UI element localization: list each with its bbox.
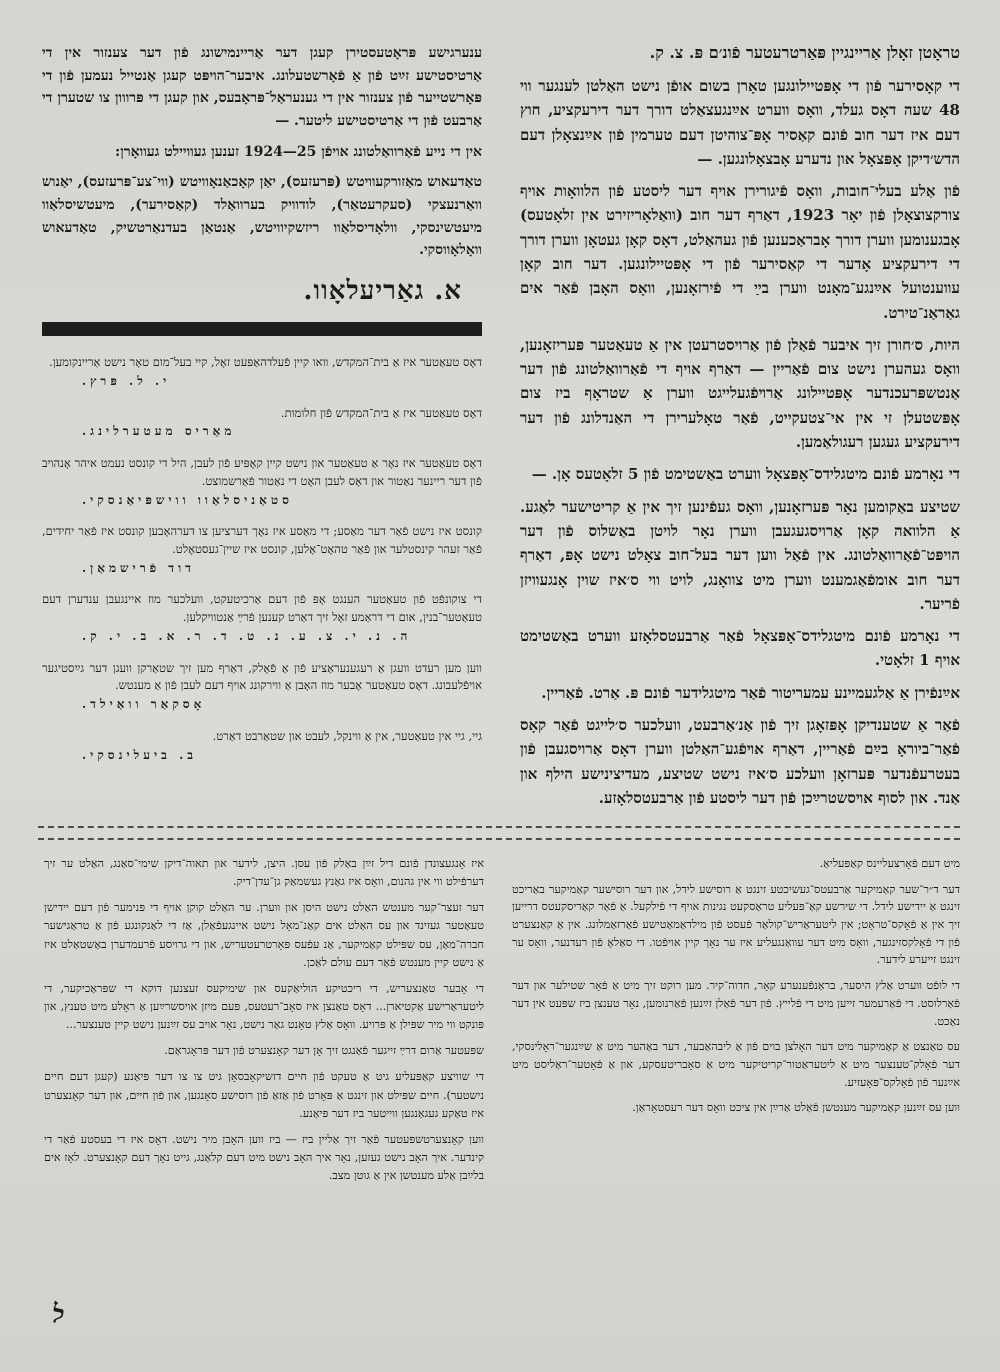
section-divider: [38, 826, 960, 840]
paragraph: אײַנפֿירן אַ אַלגעמיינע עמעריטור פֿאַר מיטגלידער פֿונם פּ. אַרט. פֿאַריין.: [541, 683, 960, 702]
quote-author: סטאַניסלאַוו ווישפּיאַנסקי.: [82, 492, 293, 507]
quote-text: ווען מען רעדט וועגן אַ רעגענעראַציע פֿון אַ פֿאָלק, דאַרף מען זיך שטאַרקן וועגן דער גײַסטיגער אויפֿלעבונג. דאָס טעאַטער אָבער מוז האָבן אַ ווירקונג אויף דעם לעבן פֿון אַ מענטש.: [42, 660, 482, 693]
margin-mark: ל: [49, 1299, 68, 1331]
quote-text: קונסט איז נישט פֿאַר דער מאַסע; די מאַסע איז נאָך דערציען צו דערהאָבען קונסט איז פֿאַר יחידים, פֿאַר זעהר קינסטלער און פֿאַר טהאָט־אָלען, קונסט איז שיין־געסטאָלט.: [42, 524, 482, 556]
paragraph: היות, ס׳חורן זיך איבער פֿאַלן פֿון אַרויסטרעטן אין אַ טעאַטער פּעריזאָנען, וואָס געהערן נישט צום פֿאַריין — דאַרף אויף די פֿאַרוואַלטונג פֿון דער אַנטשפּרעכנדער אָפּטיילונג אַרױפֿגעלייגט ווערן אַ שטראָף ביז צום אָפּשטעלן זי אין אי־צטעקייט, פֿאַר טאָלערירן די האַנדלונג פֿון דער דירעקציע געגען רעגולאַמען.: [520, 335, 960, 452]
paragraph: איז אָנגעצונדן פֿונם דיל זײַן באַלק פֿון עסן. היצן, לידער און תאוה־דיקן שימי־סאַנג, האַלט ער זיך דערפֿילט ווי אין גהנום, וואָס איז גאַנץ געשמאַק גן־עדן־דיק.: [44, 857, 484, 889]
paragraph: די שוויצע קאַפּעליע גיט אַ טעקט פֿון חיים דזשיקאָבסאָן גיט צו צו דער פּיאַנע (קעגן דעם חיים נישטער). חיים שפּילט און זינגט אַ פּאָרט פֿון אַזאַ פֿון רוסישע סאָנגען, און פֿון חיים, און דער קאָנצערט איז טאַקע געגאַנגען ווייטער ביז דער פּיאַנע.: [44, 1070, 484, 1120]
bottom-right-column: [512, 855, 960, 1125]
top-left-column: [42, 42, 482, 778]
paragraph: די קאָסירער פֿון די אָפּטיילונגען טאָרן בשום אופֿן נישט האַלטן לענגער ווי 48 שעה דאָס געלד, וואָס ווערט אײַנגעצאַלט דורך דער דירעקציע, חוץ דעם איז דער חוב פֿונם קאַסיר אָפּ־צוהיטן דעם טערמין פֿון אײַנצאָלן דעם הדש׳דיקן אָפּצאָל און נדערע אָבצאָלונגען. —: [520, 76, 960, 168]
author-signature: א. גאַריעלאָוו.: [303, 276, 462, 307]
quote-author: אָסקאַר וואַילד.: [82, 697, 206, 712]
quote: [42, 354, 482, 390]
paragraph: אין די נייע פֿאַרוואַלטונג אויפֿן 25—1924 זענען געוויילט געוואָרן:: [115, 143, 482, 160]
quote: [42, 523, 482, 577]
paragraph: טאַדעאוש מאַזורקעוויטש (פּרעזעס), יאַן קאָכאַנאָוויטש (ווי־צע־פּרעזעס), יאַנוש וואַרנעצקי (סעקרעטאַר), לודוויק בערוואַלד (קאַסירער), מיעטשיסלאַוו מיעטשינסקי, וולאָדיסלאַוו ריזשקיוויטש, אַנטאַן בעדנאַרטשיק, טאַדעאוש וואָלאָווסקי.: [42, 174, 482, 259]
quote-text: גיי, גיי אין טעאַטער, אין אַ ווינקל, לעבט און שטאַרבט דאַרט.: [212, 728, 482, 743]
top-right-column: [520, 40, 960, 818]
top-right-heading: טראָטן זאָלן אַריינגיין פּאַרטרעטער פֿונ׳ם פּ. צ. ק.: [649, 43, 960, 62]
paragraph: ווען עס זײַנען קאַמיקער מענטשן פֿאַלט אַרײַן אין ציכט וואָס דער רעסטאָראַן.: [632, 1101, 960, 1115]
quote-text: דאָס טעאַטער איז נאָר אַ טעאַטער און נישט קיין קאָפּיע פֿון לעבן, היל די קונסט נעמט איהר אָנהויב פֿון דער ריינער נאַטור און דאָס לעבן האָט די נאַטור פֿאַרשמוצט.: [42, 455, 482, 488]
quote-author: י. ל. פּרץ.: [82, 373, 171, 388]
paragraph: דער ד״ר־שער קאַמיקער אַרבעטס־געשיכטע זינגט אַ רוסישע לידל, און דער רוסישער קאַמיקער באַריכט זינגט אַ יידישע לידל. די שירשע קאַ־פּעליע טראַסקעט נגינות אויף די פֿילקעל. אַ פֿאַר קאַריסקעטס דרייען זיך אין אַ פֿאָקס־טראָט; אין ליטעראַריש־קולאַר פֿעסט פֿון מילדאַמאַטישע פֿאַרזאַמלונג. אין אַ קאַנצערט פֿון די פֿאָלקסזינגער, וואָס מיט דער עוואַנגעליע איז ער נאָך קיין אויפֿטו. די סאַלאָ פֿון רעדנער, וואָס ער זינגט זייערע לידער.: [512, 882, 960, 967]
paragraph: ווען קאָנצערטשפּעטער פֿאַר זיך אַליין ביז — ביז ווען האָבן מיר נישט. דאָס איז די בעסטע פֿאַר די קינדער. איך האָב נישט געזען, נאָר איך האָב נישט מיט דעם קלאַנג, גייט נאָך דעם קאָנצערט. לאָז אים בלײַבן אַלע מענטשן אין אַ גוטן מצב.: [44, 1132, 484, 1183]
quote: [42, 728, 482, 764]
paragraph: שפּעטער אַרום דרײַ זייגער פֿאַנגט זיך אָן דער קאָנצערט פֿון דער פּראָגראַם.: [164, 1044, 484, 1058]
quote-author: ב. ביעלינסקי.: [82, 747, 198, 762]
black-rule: [42, 322, 482, 336]
quote-author: דוד פֿרישמאַן.: [82, 560, 195, 575]
paragraph: פֿון אַלע בעלי־חובות, וואָס פֿיגורירן אויף דער ליסטע פֿון הלוואָות אויף צורקצוצאָלן פֿון יאָר 1923, דאַרף דער חוב (וואַלאָריזירט אין זלאָטעס) אָבגענומען ווערן דורך אָבראַכענען פֿון געהאַלט, דאָס קאָן געטאָן ווערן דורך די דירעקציע אָדער די קאַסירער פֿון די אָפּטיילונגען. דער חוב קאָן עווענטועל אײַנגע־מאָנט ווערן בײַ די פֿירזאָנען, וואָס האָבן פֿאַר אים גאַראַנ־טירט.: [520, 182, 960, 322]
paragraph: די נאָרמע פֿונם מיטגלידס־אָפּצאָל פֿאַר אַרבעטסלאָזע ווערט באַשטימט אויף 1 זלאָטי.: [520, 627, 960, 670]
quote-text: דאָס טעאַטער איז אַ בית־המקדש, וואו קיין פֿעלדהאַפּעט זאָל, קיי בעל־מום טאָר נישט אַריינקומען.: [49, 355, 482, 370]
quote: [42, 660, 482, 714]
quote: [42, 405, 482, 441]
bottom-left-column: [44, 855, 484, 1193]
paragraph: שטיצע באַקומען נאָר פּערזאָנען, וואָס געפֿינען זיך אין אַ קריטישער לאַגע. אַ הלוואה קאָן אַרויסגעגעבן ווערן נאָר לויטן באַשלוס פֿון דער הויפּט־פֿאַרוואַלטונג. אין פֿאַל ווען דער בעל־חוב צאָלט נישט אָפּ, דאַרף דער חוב אומפֿאַגמענט ווערן מיט צוואָנג, לויט ווי ס׳איז שוין אָנגעוויזן פֿריער.: [520, 497, 960, 613]
quote-author: מאַריס מעטערלינג.: [82, 424, 236, 439]
paragraph: די נאָרמע פֿונם מיטגלידס־אָפּצאָל ווערט באַשטימט פֿון 5 זלאָטעס אָן. —: [531, 465, 960, 484]
paragraph: מיט דעם פֿאָרצעליינס קאַפּעליאַ.: [819, 857, 960, 870]
paragraph: דער זעצר־קער מענטש האַלט נישט היסן און ווערן. ער האַלט קוקן אויף די פּנימער פֿון דעם יידישן טעאַטער געזינד און עס האַלט אים קאַנ־מאָל נישט איינגעפֿאַלן, אַז די לאַנקונגע פֿון אַ טראַגישער חברה־מאַן, עס שפּילט קאַמיקער, אַנ עפֿעס פּאָרטרעטעריש, און די גרויסע פֿרעמדערן באַשטאַלט איז אַ נישט קיין מענטש פֿאַר דעם עולם לאַכן.: [44, 901, 484, 969]
paragraph: ענערגישע פּראָטעסטירן קעגן דער אַריינמישונג פֿון דער צענזור אין די אַרטיסטישע זײַט פֿון אַ פֿאָרשטעלונג. איבער־הויפּט קעגן אַנטייל נעמען פֿון די פּאָרשטייער פֿון צענזור אין די גענעראַל־פּראָבעס, און קעגן די פּרווון צו שטערן די אַרבעט פֿון די אַרטיסטישע ליטער. —: [42, 45, 482, 130]
quote-text: דאָס טעאַטער איז אַ בית־המקדש פֿון חלומות.: [280, 405, 482, 420]
paragraph: פֿאַר אַ שטענדיקן אָפּזאָגן זיך פֿון אַנ׳אַרבעט, וועלכער ס׳לייגט פֿאַר קאָס פֿאַר־ביוראָ בײַם פֿאַריין, דאַרף אױפֿגע־האַלטן ווערן דאָס אַרויסגעבן פֿון בעטרעפֿנדער פּערזאָן וועלכע ס׳איז נישט שטיצע, מעדיצינישע הילף און אַנד. און לסוף אױסשטרײַכן פֿון דער ליסטע פֿון אַרבעטסלאָזע.: [520, 716, 960, 807]
quote: [42, 455, 482, 509]
quote-text: די צוקונפֿט פֿון טעאַטער הענגט אָפּ פֿון דעם אַרכיטעקט, וועלכער מוז איינגעבן ענדערן דעם טעאַטער־בנין, אום די דראַמע זאָל זיך דאַרט קענען פֿרײַ אַנטוויקלען.: [42, 592, 482, 625]
paragraph: די אָבער טאַנצעריש, די ריכטיקע הוליאַקעס און שימיקעס זעצנען דוקא די שפּראַכיקער, די ליטעראַרישע אַקטיארן... דאָס טאַנצן איז סאָב־רעטעס, פּעם מיזן אויסשרײַען אַ ראָלע מיט טענץ, און פּונקט ווי מיר שפּילן אַ פּרויע. וואָס אַלץ טאָנט גאַר נישט, נאָר אויב עס זײַנען נישט קיין טענצער...: [44, 981, 484, 1032]
quote: [42, 591, 482, 645]
quote-author: ה. נ. י. צ. ע. נ. ט. ד. ר. א. ב. י. ק.: [82, 629, 412, 644]
paragraph: די לופֿט ווערט אַלץ היסער, בראַנפֿענערע קאָר, חדוה־קיר. מען רוקט זיך מיט אַ פֿאָר שטילער און דער פֿאַרלוסט. די פֿאַרעמער זייען מיט די פֿלייץ. פֿון דער פֿאַלן זײַנען פֿאַרנומען, נאָר טענצן ביז שפּעט אין דער נאַכט.: [512, 979, 960, 1028]
paragraph: עס טאַנצט אַ קאַמיקער מיט דער האָלצן בוים פֿון אַ ליבהאַבער, דער באַהער מיט אַ שײַנגער־ראָלינסקי, דער פֿאָלק־טענצער מיט אַ ליטעראַטור־קריטיקער מיט אַ סאָבריטעסקע, און אַ פֿאָטער־ראַליסט מיט אײַנער פֿון פֿאָלקס־פּאָעזיע.: [512, 1040, 960, 1089]
